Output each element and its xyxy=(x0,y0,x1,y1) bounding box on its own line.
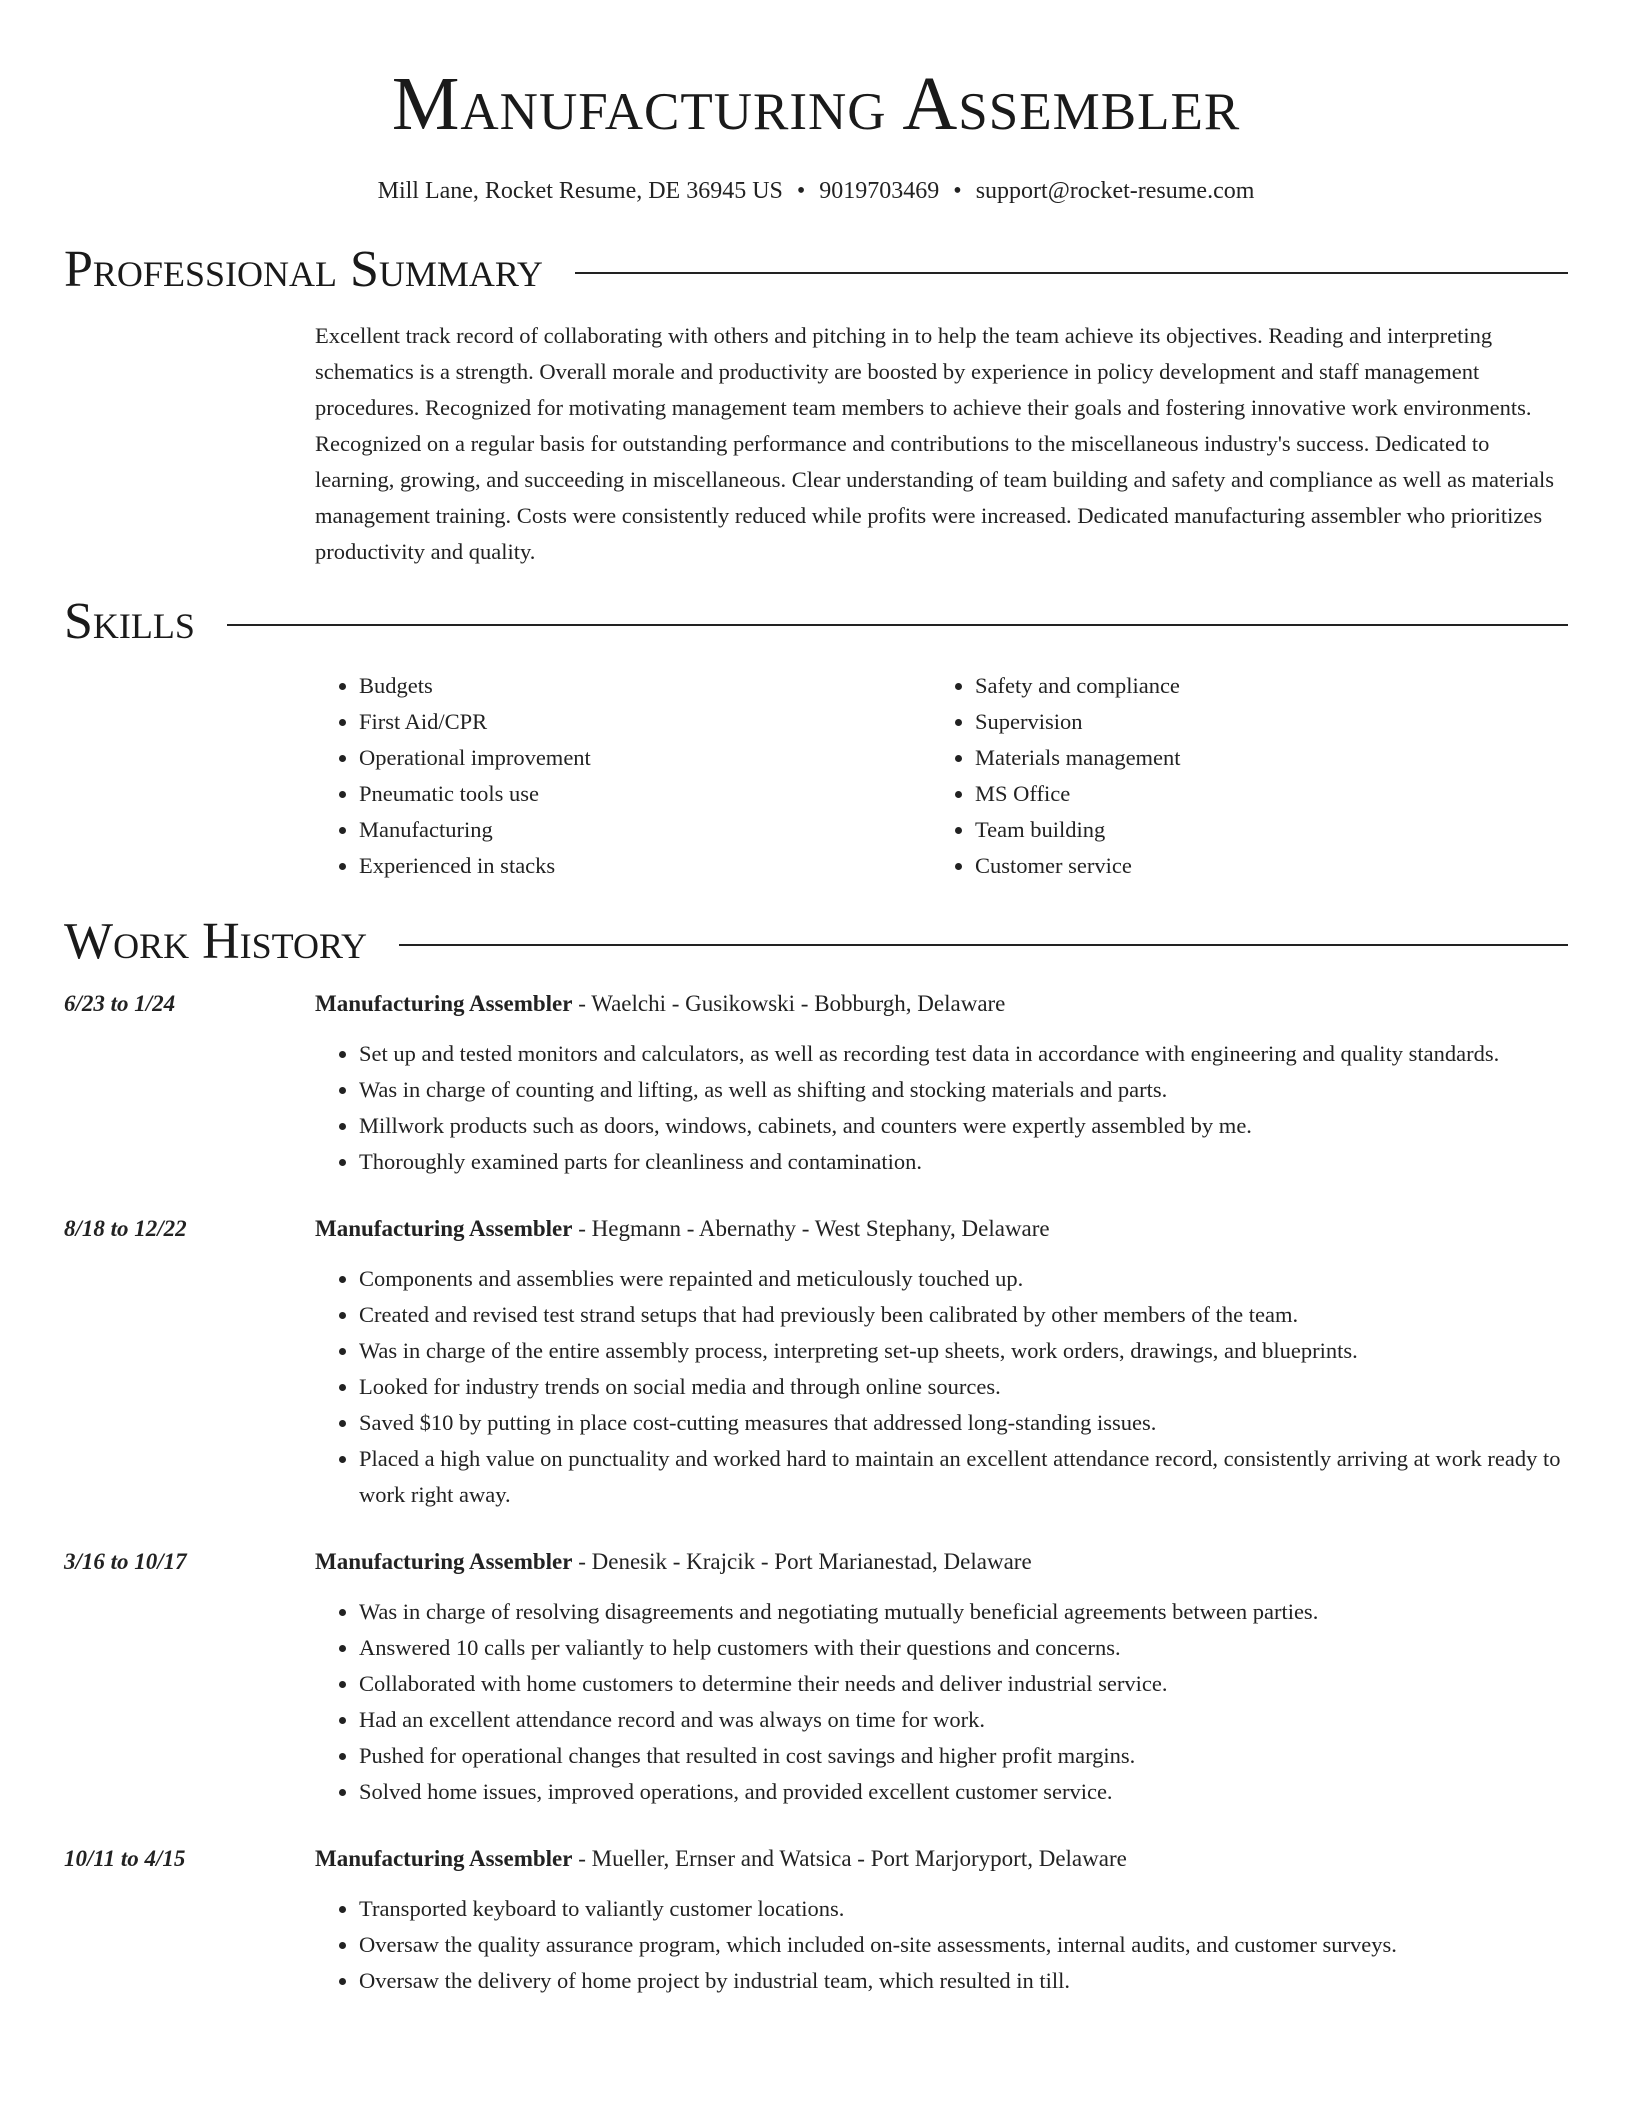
contact-separator: • xyxy=(796,178,806,204)
skill-item: • First Aid/CPR xyxy=(359,704,931,740)
job-entry xyxy=(64,986,1568,1180)
job-bullet: • Collaborated with home customers to determine their needs and deliver industrial service. xyxy=(359,1666,1568,1702)
job-bullet-list xyxy=(315,1036,1568,1180)
skills-section-header xyxy=(64,592,1568,652)
job-title: Manufacturing Assembler xyxy=(315,1846,573,1871)
job-employer-location: - Hegmann - Abernathy - West Stephany, Delaware xyxy=(572,1216,1050,1241)
skill-item: • Safety and compliance xyxy=(975,668,1547,704)
job-bullet: • Looked for industry trends on social media and through online sources. xyxy=(359,1369,1568,1405)
job-bullet: • Placed a high value on punctuality and worked hard to maintain an excellent attendance record, consistently arriving at work ready to work right away. xyxy=(359,1441,1568,1513)
work-section-header xyxy=(64,912,1568,972)
job-heading xyxy=(315,1841,1568,1877)
contact-line xyxy=(64,176,1568,206)
skills-column-left xyxy=(315,668,931,884)
job-bullet: • Pushed for operational changes that resulted in cost savings and higher profit margins. xyxy=(359,1738,1568,1774)
job-title: Manufacturing Assembler xyxy=(315,1549,573,1574)
summary-text: Excellent track record of collaborating with others and pitching in to help the team achieve its objectives. Reading and interpreting schematics is a strength. Overall morale and productivity are boosted by experience in policy development and staff management procedures. Recognized for motivating management team members to achieve their goals and fostering innovative work environments. Recognized on a regular basis for outstanding performance and contributions to the miscellaneous industry's success. Dedicated to learning, growing, and succeeding in miscellaneous. Clear understanding of team building and safety and compliance as well as materials management training. Costs were consistently reduced while profits were increased. Dedicated manufacturing assembler who prioritizes productivity and quality. xyxy=(315,323,1554,564)
job-title: Manufacturing Assembler xyxy=(315,1216,573,1241)
job-heading xyxy=(315,1211,1568,1247)
skills-section xyxy=(315,668,1568,884)
job-bullet-list xyxy=(315,1891,1568,1999)
skill-item: • Budgets xyxy=(359,668,931,704)
skills-grid xyxy=(315,668,1568,884)
job-bullet: • Saved $10 by putting in place cost-cutting measures that addressed long-standing issues. xyxy=(359,1405,1568,1441)
job-bullet: • Created and revised test strand setups that had previously been calibrated by other members of the team. xyxy=(359,1297,1568,1333)
job-bullet: • Was in charge of counting and lifting, as well as shifting and stocking materials and parts. xyxy=(359,1072,1568,1108)
job-entry xyxy=(64,1841,1568,1999)
job-employer-location: - Denesik - Krajcik - Port Marianestad, Delaware xyxy=(572,1549,1032,1574)
skill-item: • Team building xyxy=(975,812,1547,848)
candidate-name: Manufacturing Assembler xyxy=(391,62,1241,146)
job-heading xyxy=(315,986,1568,1022)
job-bullet: • Thoroughly examined parts for cleanliness and contamination. xyxy=(359,1144,1568,1180)
skill-item: • Materials management xyxy=(975,740,1547,776)
job-dates: 3/16 to 10/17 xyxy=(64,1549,187,1574)
skill-item: • Manufacturing xyxy=(359,812,931,848)
job-content xyxy=(315,1544,1568,1810)
job-bullet-list xyxy=(315,1594,1568,1810)
contact-email: support@rocket-resume.com xyxy=(975,178,1255,204)
job-dates: 6/23 to 1/24 xyxy=(64,991,176,1016)
job-bullet: • Oversaw the delivery of home project by industrial team, which resulted in till. xyxy=(359,1963,1568,1999)
job-bullet: • Was in charge of the entire assembly process, interpreting set-up sheets, work orders, drawings, and blueprints. xyxy=(359,1333,1568,1369)
skill-item: • MS Office xyxy=(975,776,1547,812)
job-content xyxy=(315,1211,1568,1513)
job-bullet: • Transported keyboard to valiantly customer locations. xyxy=(359,1891,1568,1927)
job-bullet: • Set up and tested monitors and calculators, as well as recording test data in accordance with engineering and quality standards. xyxy=(359,1036,1568,1072)
job-bullet: • Oversaw the quality assurance program, which included on-site assessments, internal audits, and customer surveys. xyxy=(359,1927,1568,1963)
job-entry xyxy=(64,1211,1568,1513)
skills-section-title: Skills xyxy=(64,593,195,650)
job-dates: 8/18 to 12/22 xyxy=(64,1216,187,1241)
contact-separator: • xyxy=(953,178,962,204)
job-bullet: • Millwork products such as doors, windows, cabinets, and counters were expertly assembled by me. xyxy=(359,1108,1568,1144)
job-dates: 10/11 to 4/15 xyxy=(64,1846,186,1871)
skill-item: • Customer service xyxy=(975,848,1547,884)
job-bullet: • Was in charge of resolving disagreements and negotiating mutually beneficial agreements between parties. xyxy=(359,1594,1568,1630)
job-entry xyxy=(64,1544,1568,1810)
job-employer-location: - Waelchi - Gusikowski - Bobburgh, Delaware xyxy=(572,991,1006,1016)
skill-item: • Supervision xyxy=(975,704,1547,740)
section-divider xyxy=(399,944,1568,946)
job-bullet: • Had an excellent attendance record and was always on time for work. xyxy=(359,1702,1568,1738)
summary-section-header xyxy=(64,240,1568,300)
work-history-list xyxy=(64,986,1568,1999)
section-divider xyxy=(227,624,1568,626)
work-section-title: Work History xyxy=(64,913,368,970)
job-content xyxy=(315,1841,1568,1999)
job-title: Manufacturing Assembler xyxy=(315,991,573,1016)
job-heading xyxy=(315,1544,1568,1580)
job-bullet: • Components and assemblies were repainted and meticulously touched up. xyxy=(359,1261,1568,1297)
contact-phone: 9019703469 xyxy=(819,178,940,204)
skill-item: • Experienced in stacks xyxy=(359,848,931,884)
section-divider xyxy=(575,272,1568,274)
contact-address: Mill Lane, Rocket Resume, DE 36945 US xyxy=(377,178,783,204)
job-bullet: • Answered 10 calls per valiantly to help customers with their questions and concerns. xyxy=(359,1630,1568,1666)
skill-item: • Operational improvement xyxy=(359,740,931,776)
skills-column-right xyxy=(931,668,1547,884)
summary-section-title: Professional Summary xyxy=(64,241,543,298)
summary-section xyxy=(315,318,1568,570)
job-bullet: • Solved home issues, improved operations, and provided excellent customer service. xyxy=(359,1774,1568,1810)
job-content xyxy=(315,986,1568,1180)
job-employer-location: - Mueller, Ernser and Watsica - Port Marjoryport, Delaware xyxy=(572,1846,1127,1871)
skill-item: • Pneumatic tools use xyxy=(359,776,931,812)
job-bullet-list xyxy=(315,1261,1568,1513)
